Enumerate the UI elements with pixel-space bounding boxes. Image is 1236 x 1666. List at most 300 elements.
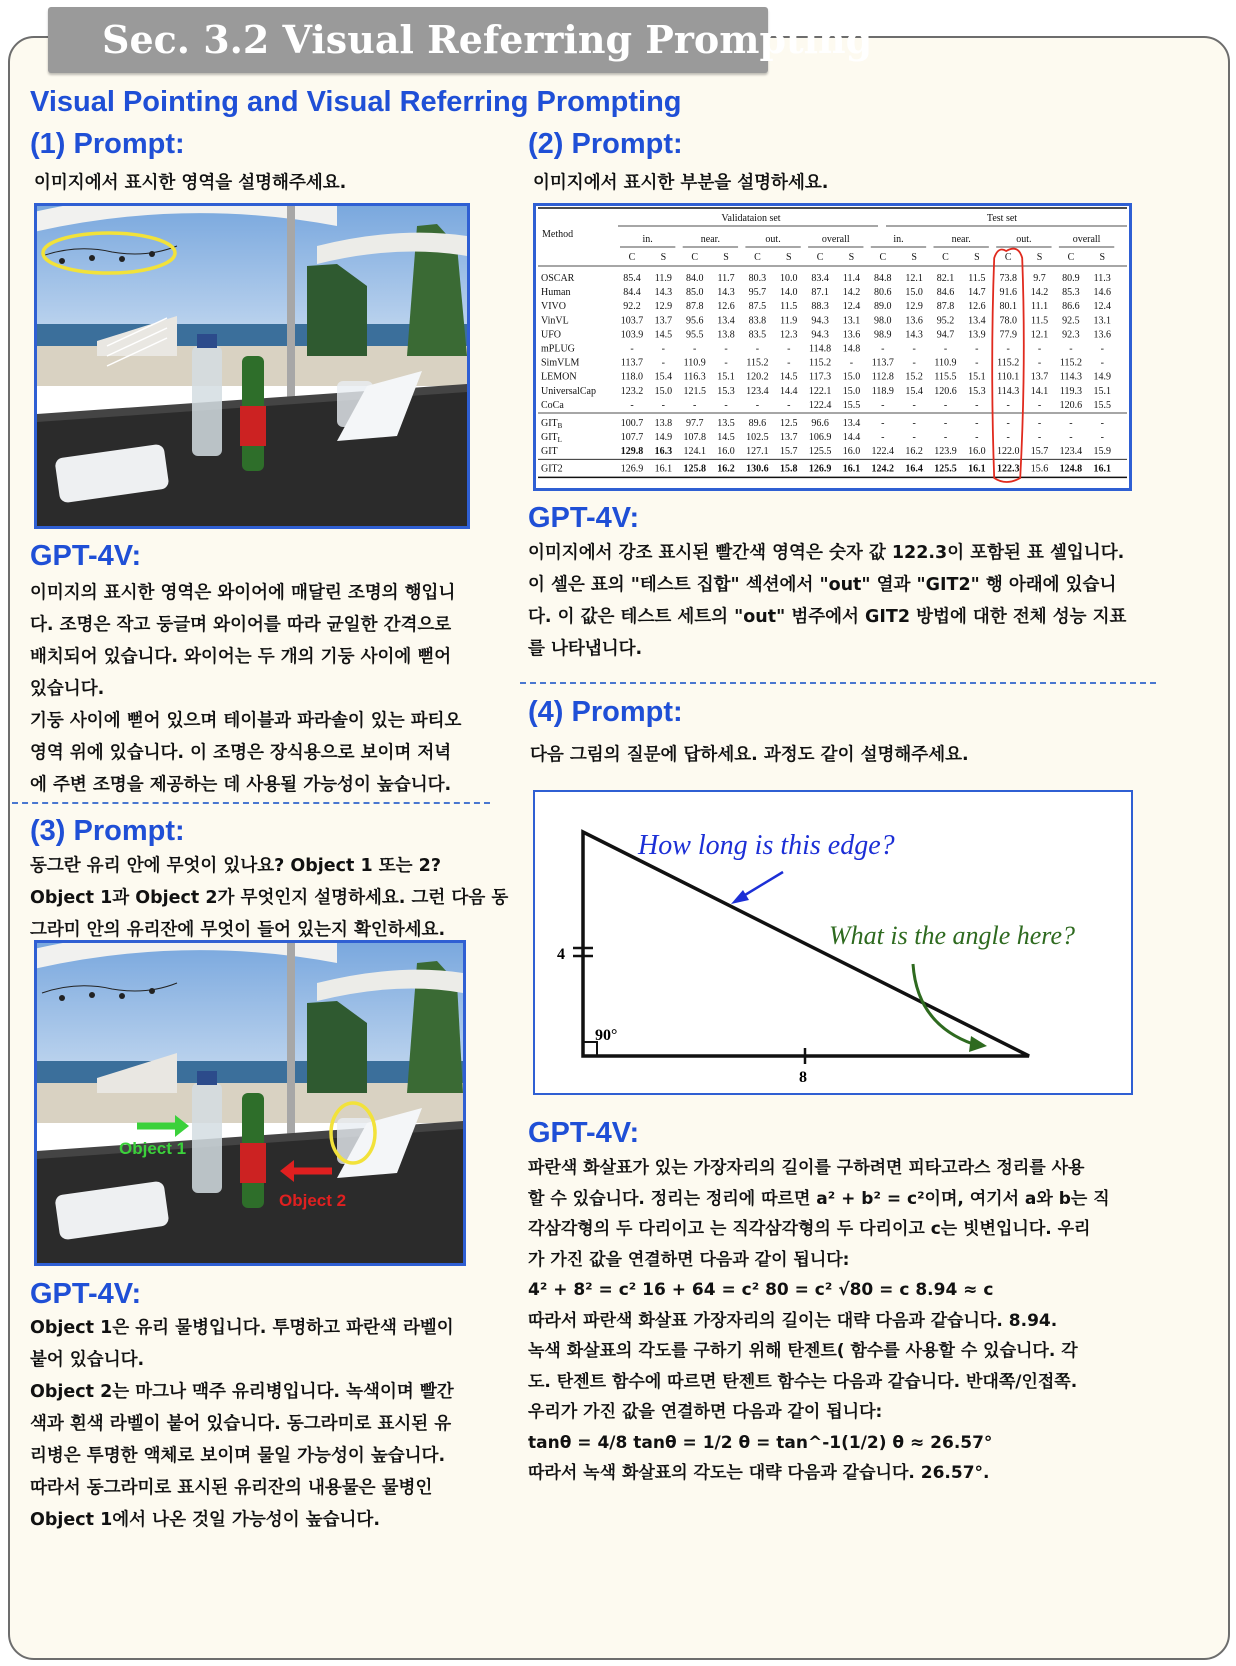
table-value-cell: - [881,418,885,429]
table-value-cell: 96.6 [811,418,829,429]
table-value-cell: 85.4 [623,273,641,284]
table-value-cell: - [975,357,979,369]
table-value-cell: 16.1 [654,463,673,475]
table-value-cell: - [881,343,885,355]
answer1-line: 에 주변 조명을 제공하는 데 사용될 가능성이 높습니다. [30,775,452,795]
table-value-cell: 13.8 [654,418,673,429]
table-cs-header: C [628,252,636,263]
table-value-cell: 15.0 [654,385,673,397]
table-value-cell: 89.6 [748,418,767,429]
answer4-line: 따라서 파란색 화살표 가장자리의 길이는 대략 다음과 같습니다. 8.94. [528,1310,1058,1331]
answer2-line: 이미지에서 강조 표시된 빨간색 영역은 숫자 값 122.3이 포함된 표 셀입니다. [528,543,1125,563]
table-value-cell: 78.0 [999,315,1017,327]
table-value-cell: 13.7 [780,432,798,444]
table-value-cell: 15.9 [1093,446,1111,458]
table-value-cell: 115.2 [746,357,769,369]
answer4-line: 4² + 8² = c² 16 + 64 = c² 80 = c² √80 = c 8.94 ≈ c [528,1280,994,1300]
table-value-cell: 11.5 [1030,315,1049,327]
table-value-cell: 14.8 [842,343,861,355]
table-value-cell: 94.7 [936,329,955,341]
gpt4v-heading-1: GPT-4V: [30,540,142,572]
question-edge-text: How long is this edge? [638,830,895,861]
table-value-cell: 12.5 [780,418,798,429]
table-value-cell: - [912,418,916,429]
table-value-cell: 13.6 [842,329,861,341]
table-value-cell: - [1006,343,1010,355]
side-length-label: 4 [557,946,565,963]
table-subgroup-header: in. [642,234,653,245]
table-value-cell: 13.1 [1093,315,1111,327]
table-method-cell: $GIT_B$ [541,418,563,430]
table-value-cell: 83.4 [811,273,829,284]
table-value-cell: 16.4 [905,463,923,475]
table-value-cell: 16.0 [842,446,861,458]
table-value-cell: 117.3 [809,371,832,383]
answer2-line: 다. 이 값은 테스트 세트의 "out" 범주에서 GIT2 방법에 대한 전체 성능 지표 [528,607,1127,627]
table-cs-header: C [879,252,887,263]
table-value-cell: 127.1 [746,446,769,458]
table-value-cell: - [693,343,697,355]
table-value-cell: 15.1 [717,371,735,383]
table-value-cell: 13.6 [1093,329,1111,341]
table-subgroup-header: in. [893,234,904,245]
divider-left [12,802,490,804]
table-value-cell: 115.2 [997,357,1020,369]
table-value-cell: 106.9 [808,432,832,444]
table-value-cell: 122.4 [871,446,895,458]
table-value-cell: 122.0 [996,446,1020,458]
table-value-cell: 112.8 [871,371,894,383]
table-value-cell: 100.7 [620,418,644,429]
table-value-cell: 15.1 [968,371,986,383]
answer4-text [528,1153,1110,1489]
answer4-line: tanθ = 4/8 tanθ = 1/2 θ = tan^-1(1/2) θ ≈ 26.57° [528,1432,993,1453]
prompt3-line: 동그란 유리 안에 무엇이 있나요? Object 1 또는 2? [30,856,441,876]
table-value-cell: 14.2 [842,287,861,299]
table-method-cell: UniversalCap [541,385,596,397]
table-method-cell: CoCa [541,399,564,411]
table-value-cell: 14.9 [1093,371,1111,383]
table-cs-header: C [816,252,824,263]
table-value-cell: 11.9 [654,273,672,284]
table-value-cell: 85.0 [685,287,704,299]
table-method-cell: $GIT_L$ [541,432,562,445]
prompt3-line: 그라미 안의 유리잔에 무엇이 들어 있는지 확인하세요. [30,920,446,940]
table-cs-header: C [754,252,761,263]
answer1-text [30,577,461,801]
table-value-cell: - [943,343,948,355]
table-method-cell: mPLUG [541,343,575,355]
table-value-cell: 11.7 [717,273,735,284]
table-value-cell: - [787,357,791,369]
table-value-cell: 12.9 [905,301,923,313]
table-value-cell: - [975,432,979,444]
table-value-cell: 15.7 [1030,446,1049,458]
table-method-cell: LEMON [541,371,577,383]
answer3-line: 따라서 동그라미로 표시된 유리잔의 내용물은 물병인 [30,1478,433,1498]
table-value-cell: 15.5 [842,399,861,411]
answer4-line: 도. 탄젠트 함수에 따르면 탄젠트 함수는 다음과 같습니다. 반대쪽/인접쪽. [528,1371,1078,1392]
table-value-cell: 85.3 [1062,287,1080,299]
table-value-cell: 84.8 [874,273,892,284]
table-value-cell: 15.3 [717,385,735,397]
answer4-line: 할 수 있습니다. 정리는 정리에 따르면 a² + b² = c²이며, 여기서 a와 b는 직 [528,1188,1110,1209]
table-value-cell: - [1100,357,1104,369]
table-value-cell: 14.3 [905,329,923,341]
table-value-cell: 14.4 [842,432,861,444]
table-value-cell: 80.6 [874,287,892,299]
answer1-line: 기둥 사이에 뻗어 있으며 테이블과 파라솔이 있는 파티오 [30,711,462,731]
table-value-cell: 13.7 [1030,371,1049,383]
table-value-cell: 12.3 [780,329,798,341]
table-value-cell: 114.3 [997,385,1020,397]
table-value-cell: 15.0 [842,385,861,397]
table-value-cell: - [912,432,916,444]
table-value-cell: 73.8 [999,273,1017,284]
prompt3-heading: (3) Prompt: [30,815,185,847]
table-value-cell: 14.4 [780,385,798,397]
table-value-cell: - [1037,343,1042,355]
answer1-line: 이미지의 표시한 영역은 와이어에 매달린 조명의 행입니 [30,583,456,603]
table-value-cell: 14.6 [1093,287,1111,299]
table-value-cell: 84.4 [623,287,641,299]
answer4-line: 녹색 화살표의 각도를 구하기 위해 탄젠트( 함수를 사용할 수 있습니다. 각 [528,1341,1078,1361]
table-value-cell: 15.0 [905,287,923,299]
table-value-cell: - [1006,432,1010,444]
table-value-cell: 12.1 [905,273,923,284]
table-value-cell: - [1069,432,1073,444]
table-value-cell: 15.6 [1030,463,1049,475]
table-value-cell: - [787,399,791,411]
answer3-line: Object 2는 마그나 맥주 유리병입니다. 녹색이며 빨간 [30,1382,454,1402]
prompt4-heading: (4) Prompt: [528,696,683,728]
table-value-cell: 94.3 [811,315,829,327]
table-value-cell: 15.8 [780,463,798,475]
table-value-cell: 123.2 [620,385,644,397]
table-value-cell: 102.5 [746,432,769,444]
table-value-cell: - [1037,399,1042,411]
section-tab: Sec. 3.2 Visual Referring Prompting [48,7,768,73]
table-value-cell: 103.7 [620,315,644,327]
table-value-cell: 14.5 [654,329,673,341]
right-angle-mark [583,1042,597,1056]
table-value-cell: 92.3 [1062,329,1080,341]
answer1-line: 배치되어 있습니다. 와이어는 두 개의 기둥 사이에 뻗어 [30,647,452,667]
table-value-cell: 16.2 [717,463,735,475]
table-cs-header: S [911,252,917,263]
question-angle-text: What is the angle here? [829,921,1075,950]
table-method-cell: VinVL [541,315,569,327]
table-value-cell: 98.0 [874,315,892,327]
table-value-cell: 89.0 [874,301,892,313]
table-subgroup-header: near. [951,234,971,245]
table-value-cell: - [1006,418,1010,429]
answer3-line: Object 1은 유리 물병입니다. 투명하고 파란색 라벨이 [30,1318,454,1338]
table-value-cell: 16.0 [717,446,735,458]
table-method-cell: GIT [541,446,558,458]
table-value-cell: 15.3 [968,385,986,397]
table-value-cell: 14.3 [654,287,673,299]
table-method-header: Method [542,229,574,240]
table-value-cell: - [630,399,634,411]
table-value-cell: 124.8 [1059,463,1083,475]
table-value-cell: 9.7 [1033,273,1046,284]
table-method-cell: OSCAR [541,273,575,284]
table-value-cell: - [724,399,728,411]
table-value-cell: 130.6 [746,463,769,475]
table-value-cell: 120.2 [746,371,769,383]
table-value-cell: - [943,432,948,444]
table-value-cell: - [943,418,948,429]
results-table-image [533,203,1132,491]
prompt2-text: 이미지에서 표시한 부분을 설명하세요. [533,173,829,193]
table-value-cell: 12.6 [717,301,735,313]
table-cs-header: C [942,252,949,263]
table-value-cell: 122.4 [808,399,832,411]
prompt3-text [30,850,508,946]
results-table [536,206,1129,488]
answer3-line: Object 1에서 나온 것일 가능성이 높습니다. [30,1510,380,1530]
table-value-cell: 15.4 [654,371,673,383]
triangle-figure [533,790,1133,1095]
prompt3-line: Object 1과 Object 2가 무엇인지 설명하세요. 그런 다음 동 [30,888,509,908]
table-value-cell: 122.3 [996,463,1020,475]
table-value-cell: - [787,343,791,355]
table-value-cell: - [912,343,916,355]
table-cs-header: C [1004,252,1012,263]
table-value-cell: 97.7 [685,418,704,429]
table-value-cell: 92.5 [1062,315,1080,327]
table-value-cell: 114.8 [809,343,832,355]
table-value-cell: 80.3 [748,273,767,284]
table-value-cell: 15.4 [905,385,923,397]
table-value-cell: 87.8 [936,301,955,313]
table-value-cell: - [1100,343,1104,355]
table-value-cell: 16.1 [968,463,986,475]
table-value-cell: - [630,343,634,355]
table-value-cell: - [975,399,979,411]
answer4-line: 가 가진 값을 연결하면 다음과 같이 됩니다: [528,1249,850,1270]
table-value-cell: 88.3 [811,301,829,313]
table-value-cell: 87.5 [748,301,767,313]
table-value-cell: - [755,343,760,355]
table-cs-header: S [723,252,729,263]
table-cs-header: S [974,252,980,263]
table-value-cell: 14.0 [780,287,798,299]
table-value-cell: 121.5 [683,385,706,397]
table-cs-header: C [1067,252,1075,263]
main-title: Visual Pointing and Visual Referring Prompting [30,86,682,118]
table-value-cell: 91.6 [999,287,1017,299]
table-value-cell: 16.1 [842,463,861,475]
answer2-line: 이 셀은 표의 "테스트 집합" 섹션에서 "out" 열과 "GIT2" 행 아래에 있습니 [528,575,1117,595]
table-value-cell: 110.9 [683,357,706,369]
table-group-header: Validataion set [721,213,781,224]
table-value-cell: 129.8 [620,446,644,458]
answer3-text [30,1312,454,1536]
table-value-cell: 125.5 [934,463,957,475]
table-value-cell: 84.0 [685,273,704,284]
table-value-cell: 110.9 [934,357,957,369]
table-value-cell: - [881,432,885,444]
table-value-cell: - [1069,343,1073,355]
table-value-cell: 122.1 [808,385,832,397]
table-value-cell: - [1006,399,1010,411]
table-value-cell: 11.4 [842,273,861,284]
table-value-cell: 115.2 [809,357,832,369]
table-value-cell: 107.8 [683,432,706,444]
answer2-line: 를 나타냅니다. [528,639,643,659]
table-value-cell: 115.5 [934,371,957,383]
table-value-cell: 83.5 [748,329,767,341]
table-value-cell: 13.5 [717,418,735,429]
table-value-cell: 123.9 [934,446,957,458]
object1-label: Object 1 [119,1139,187,1158]
table-value-cell: 16.1 [1093,463,1111,475]
table-cs-header: S [785,252,792,263]
table-value-cell: 12.9 [654,301,673,313]
table-value-cell: 16.3 [654,446,673,458]
table-value-cell: 123.4 [746,385,769,397]
table-value-cell: 125.8 [683,463,706,475]
table-value-cell: - [881,399,885,411]
gpt4v-heading-4: GPT-4V: [528,1117,640,1149]
table-value-cell: 125.5 [808,446,832,458]
table-value-cell: 12.4 [842,301,861,313]
patio-photo-1 [34,203,470,529]
table-value-cell: 87.1 [811,287,829,299]
patio-photo-2 [34,940,466,1266]
answer1-line: 영역 위에 있습니다. 이 조명은 장식용으로 보이며 저녁 [30,743,452,763]
table-value-cell: 16.0 [968,446,986,458]
table-value-cell: 14.7 [968,287,986,299]
table-value-cell: 84.6 [936,287,955,299]
table-value-cell: 113.7 [871,357,894,369]
table-method-cell: Human [541,287,571,299]
table-value-cell: 113.7 [620,357,644,369]
table-method-cell: VIVO [541,301,566,313]
table-method-cell: GIT2 [541,463,563,475]
table-value-cell: 95.2 [936,315,955,327]
table-value-cell: - [661,399,666,411]
table-value-cell: 11.5 [780,301,798,313]
table-value-cell: 10.0 [780,273,798,284]
table-value-cell: 14.5 [780,371,798,383]
table-value-cell: - [975,343,979,355]
answer4-line: 우리가 가진 값을 연결하면 다음과 같이 됩니다: [528,1402,883,1422]
table-value-cell: 15.2 [905,371,923,383]
table-value-cell: - [1100,432,1104,444]
answer4-line: 따라서 녹색 화살표의 각도는 대략 다음과 같습니다. 26.57°. [528,1463,990,1483]
table-value-cell: 86.6 [1062,301,1080,313]
table-value-cell: 124.2 [871,463,895,475]
gpt4v-heading-3: GPT-4V: [30,1278,142,1310]
answer2-text [528,537,1126,665]
table-cs-header: C [691,252,699,263]
table-value-cell: - [693,399,697,411]
table-value-cell: 116.3 [683,371,706,383]
table-value-cell: 11.9 [780,315,798,327]
table-subgroup-header: out. [765,234,781,245]
divider-right [520,682,1156,684]
table-value-cell: 15.1 [1093,385,1111,397]
prompt4-text: 다음 그림의 질문에 답하세요. 과정도 같이 설명해주세요. [530,745,969,765]
table-cs-header: S [1099,252,1106,263]
table-value-cell: 120.6 [934,385,957,397]
table-value-cell: 95.6 [685,315,704,327]
table-value-cell: 12.6 [968,301,986,313]
table-value-cell: 13.6 [905,315,923,327]
table-value-cell: 126.9 [620,463,644,475]
table-value-cell: 119.3 [1059,385,1082,397]
table-value-cell: - [1069,418,1073,429]
answer3-line: 색과 흰색 라벨이 붙어 있습니다. 동그라미로 표시된 유 [30,1414,452,1434]
table-group-header: Test set [986,213,1018,224]
table-subgroup-header: overall [1072,234,1101,245]
table-value-cell: - [1100,418,1104,429]
table-value-cell: - [755,399,760,411]
table-subgroup-header: out. [1016,234,1032,245]
table-value-cell: - [912,399,916,411]
answer3-line: 리병은 투명한 액체로 보이며 물일 가능성이 높습니다. [30,1446,446,1466]
table-subgroup-header: near. [700,234,720,245]
table-value-cell: 87.8 [685,301,704,313]
base-length-label: 8 [799,1069,807,1086]
table-value-cell: - [1037,418,1042,429]
gpt4v-heading-2: GPT-4V: [528,502,640,534]
table-cs-header: S [660,252,667,263]
table-value-cell: 12.4 [1093,301,1111,313]
right-angle-label: 90° [595,1027,618,1044]
table-value-cell: 14.5 [717,432,735,444]
table-value-cell: 13.1 [842,315,861,327]
table-value-cell: 80.1 [999,301,1017,313]
table-method-cell: SimVLM [541,357,580,369]
table-value-cell: 124.1 [683,446,706,458]
answer4-line: 각삼각형의 두 다리이고 는 직각삼각형의 두 다리이고 c는 빗변입니다. 우리 [528,1219,1091,1239]
table-value-cell: 13.9 [968,329,986,341]
prompt1-text: 이미지에서 표시한 영역을 설명해주세요. [34,173,347,193]
table-value-cell: - [849,357,854,369]
table-value-cell: 126.9 [808,463,832,475]
table-value-cell: 103.9 [620,329,644,341]
table-value-cell: 13.4 [717,315,735,327]
table-value-cell: 114.3 [1059,371,1082,383]
table-value-cell: 11.3 [1093,273,1111,284]
table-value-cell: 77.9 [999,329,1017,341]
table-value-cell: - [1037,357,1042,369]
table-value-cell: - [943,399,948,411]
table-value-cell: 14.9 [654,432,673,444]
table-value-cell: - [724,357,728,369]
table-value-cell: 92.2 [623,301,641,313]
table-value-cell: 118.9 [871,385,894,397]
answer3-line: 붙어 있습니다. [30,1350,145,1370]
table-value-cell: 115.2 [1059,357,1082,369]
table-value-cell: 13.8 [717,329,735,341]
table-value-cell: - [1037,432,1042,444]
table-value-cell: 83.8 [748,315,767,327]
table-value-cell: 95.7 [748,287,767,299]
table-value-cell: 118.0 [620,371,644,383]
table-value-cell: 16.2 [905,446,923,458]
table-value-cell: 15.5 [1093,399,1111,411]
table-value-cell: - [724,343,728,355]
table-cs-header: S [848,252,855,263]
answer1-line: 있습니다. [30,679,105,699]
table-value-cell: 14.1 [1030,385,1049,397]
answer1-line: 다. 조명은 작고 둥글며 와이어를 따라 균일한 간격으로 [30,615,452,635]
